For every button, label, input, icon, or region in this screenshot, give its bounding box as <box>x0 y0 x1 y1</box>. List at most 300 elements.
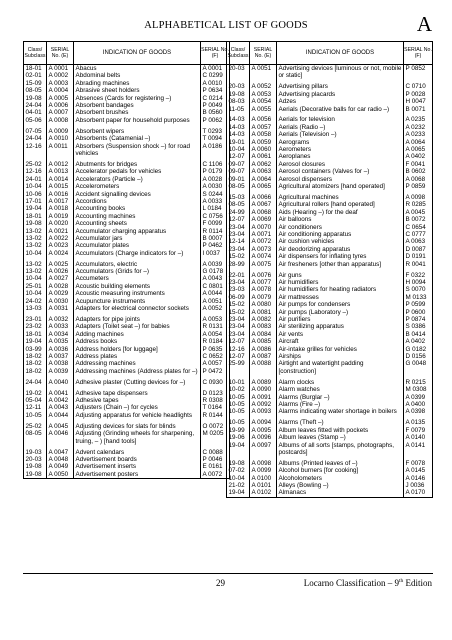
indication-cell: Accident signalling devices <box>74 191 201 198</box>
table-row <box>24 430 230 445</box>
serial-f-cell: C 0088 <box>201 445 230 456</box>
serial-f-cell: A 0064 <box>404 139 433 146</box>
class-cell: 23-04 <box>227 279 250 286</box>
class-cell: 10-04 <box>24 275 47 282</box>
class-cell: 23-04 <box>227 224 250 231</box>
serial-f-cell: P 0062 <box>201 117 230 124</box>
table-row <box>24 198 230 205</box>
indication-cell: Accumeters <box>74 275 201 282</box>
header-serial-e: SERIAL No. (E) <box>47 42 74 65</box>
serial-f-cell: L 0184 <box>201 205 230 212</box>
serial-e-cell: A 0087 <box>250 353 277 360</box>
serial-e-cell: A 0064 <box>250 176 277 183</box>
serial-e-cell: A 0086 <box>250 346 277 353</box>
table-row <box>227 489 433 497</box>
serial-f-cell: A 0398 <box>404 408 433 415</box>
serial-f-cell: A 0063 <box>404 238 433 245</box>
serial-f-cell: C 0756 <box>201 213 230 220</box>
indication-cell: Alleys (Bowling –) <box>277 482 404 489</box>
class-cell: 23-03 <box>227 286 250 293</box>
serial-f-cell: A 0057 <box>201 360 230 367</box>
indication-cell: Addressing machines (Address plates for –) <box>74 368 201 375</box>
serial-f-cell: F 0099 <box>201 220 230 227</box>
class-cell: 10-02 <box>227 386 250 393</box>
class-cell: 20-03 <box>227 80 250 91</box>
indication-cell: Aerosol dispensers <box>277 176 404 183</box>
serial-e-cell: A 0050 <box>47 471 74 479</box>
table-row <box>24 65 230 73</box>
serial-e-cell: A 0026 <box>47 268 74 275</box>
class-cell: 10-04 <box>24 250 47 257</box>
class-cell: 19-02 <box>24 386 47 397</box>
table-row <box>227 346 433 353</box>
serial-e-cell: A 0045 <box>47 419 74 430</box>
table-row <box>227 161 433 168</box>
indication-cell: Alarm watches <box>277 386 404 393</box>
serial-f-cell: R 0285 <box>404 201 433 208</box>
serial-f-cell: A 0402 <box>404 153 433 160</box>
indication-cell: Air deodorizing apparatus <box>277 246 404 253</box>
class-cell: 19-03 <box>24 445 47 456</box>
indication-cell: Airtight and watertight padding [construction] <box>277 360 404 375</box>
serial-f-cell: R 0215 <box>404 375 433 386</box>
serial-e-cell: A 0085 <box>250 338 277 345</box>
class-cell: 12-16 <box>227 346 250 353</box>
class-cell: 12-07 <box>227 338 250 345</box>
serial-f-cell: I 0037 <box>201 250 230 257</box>
class-cell: 21-02 <box>227 482 250 489</box>
serial-f-cell: P 0028 <box>404 91 433 98</box>
class-cell: 12-07 <box>227 353 250 360</box>
class-cell: 19-99 <box>227 427 250 434</box>
page-number: 29 <box>216 578 225 588</box>
table-row <box>24 250 230 257</box>
class-cell: 10-06 <box>24 191 47 198</box>
serial-f-cell: A 0232 <box>404 124 433 131</box>
indication-cell: Acoustic measuring instruments <box>74 290 201 297</box>
indication-cell: Adzes <box>277 98 404 105</box>
serial-f-cell: C 0710 <box>404 80 433 91</box>
indication-cell: Accounting machines <box>74 213 201 220</box>
serial-e-cell: A 0040 <box>47 375 74 386</box>
serial-e-cell: A 0052 <box>250 80 277 91</box>
indication-cell: Aerosol containers (Valves for –) <box>277 168 404 175</box>
class-cell: 23-04 <box>227 323 250 330</box>
header-indication: INDICATION OF GOODS <box>74 42 201 65</box>
serial-f-cell: P 0859 <box>404 183 433 190</box>
class-cell: 08-05 <box>24 430 47 445</box>
indication-cell: Alcoholometers <box>277 475 404 482</box>
indication-cell: Accumulators (Grids for –) <box>74 268 201 275</box>
serial-f-cell: P 0046 <box>201 456 230 463</box>
indication-cell: Advertising placards <box>277 91 404 98</box>
indication-cell: Aerials (Radio –) <box>277 124 404 131</box>
indication-cell: Absorbent paper for household purposes <box>74 117 201 124</box>
indication-cell: Accelerator pedals for vehicles <box>74 168 201 175</box>
class-cell: 08-05 <box>227 183 250 190</box>
serial-e-cell: A 0003 <box>47 80 74 87</box>
class-cell: 20-03 <box>24 456 47 463</box>
table-row <box>24 397 230 404</box>
indication-cell: Absences (Cards for registering –) <box>74 95 201 102</box>
indication-cell: Alarms (Theft –) <box>277 416 404 427</box>
class-cell: 13-02 <box>24 268 47 275</box>
table-row <box>227 353 433 360</box>
table-row <box>227 427 433 434</box>
serial-e-cell: A 0082 <box>250 316 277 323</box>
serial-e-cell: A 0022 <box>47 235 74 242</box>
table-row <box>24 205 230 212</box>
serial-e-cell: A 0005 <box>47 95 74 102</box>
serial-e-cell: A 0037 <box>47 353 74 360</box>
serial-e-cell: A 0051 <box>250 65 277 80</box>
indication-cell: Agricultural rollers [hand operated] <box>277 201 404 208</box>
class-cell: 23-04 <box>227 246 250 253</box>
indication-cell: Abdominal belts <box>74 72 201 79</box>
serial-e-cell: A 0095 <box>250 427 277 434</box>
serial-f-cell: A 0235 <box>404 113 433 124</box>
serial-e-cell: A 0089 <box>250 375 277 386</box>
serial-f-cell: E 0161 <box>201 463 230 470</box>
indication-cell: Adjusters (Chain –) for cycles <box>74 404 201 411</box>
indication-cell: Air-intake grilles for vehicles <box>277 346 404 353</box>
indication-cell: Air conditioning apparatus <box>277 231 404 238</box>
table-row <box>227 408 433 415</box>
class-cell: 24-01 <box>24 176 47 183</box>
indication-cell: Air fresheners [other than apparatus] <box>277 261 404 268</box>
serial-e-cell: A 0004 <box>47 87 74 94</box>
table-row <box>227 338 433 345</box>
serial-f-cell: R 0114 <box>201 228 230 235</box>
serial-e-cell: A 0020 <box>47 220 74 227</box>
serial-e-cell: A 0070 <box>250 224 277 231</box>
table-row <box>227 456 433 467</box>
indication-cell: Air balloons <box>277 216 404 223</box>
serial-e-cell: A 0042 <box>47 397 74 404</box>
indication-cell: Adapters for pipe joints <box>74 313 201 324</box>
table-row <box>24 283 230 290</box>
right-column <box>226 41 432 498</box>
serial-e-cell: A 0017 <box>47 198 74 205</box>
indication-cell: Accounting sheets <box>74 220 201 227</box>
serial-f-cell: A 0068 <box>404 176 433 183</box>
table-row <box>227 224 433 231</box>
edition-text: Locarno Classification – 9 <box>303 578 399 588</box>
serial-f-cell: T 0164 <box>201 404 230 411</box>
class-cell: 19-08 <box>24 463 47 470</box>
serial-e-cell: A 0072 <box>250 238 277 245</box>
serial-e-cell: A 0063 <box>250 168 277 175</box>
table-row <box>24 102 230 109</box>
serial-e-cell: A 0028 <box>47 283 74 290</box>
indication-cell: Adhesive tapes <box>74 397 201 404</box>
indication-cell: Alarms (Burglar –) <box>277 394 404 401</box>
class-cell: 12-07 <box>227 153 250 160</box>
indication-cell: Alarms indicating water shortage in boilers <box>277 408 404 415</box>
indication-cell: Accelerometers <box>74 183 201 190</box>
serial-f-cell: T 0094 <box>201 135 230 142</box>
table-row <box>227 331 433 338</box>
serial-e-cell: A 0084 <box>250 331 277 338</box>
serial-e-cell: A 0056 <box>250 113 277 124</box>
indication-cell: Aerials (Decorative balls for car radio –) <box>277 106 404 113</box>
serial-e-cell: A 0023 <box>47 242 74 249</box>
class-cell: 19-04 <box>227 442 250 457</box>
indication-cell: Adhesive tape dispensers <box>74 386 201 397</box>
class-cell: 02-01 <box>24 72 47 79</box>
table-row <box>24 87 230 94</box>
indication-cell: Accounting books <box>74 205 201 212</box>
table-row <box>24 386 230 397</box>
serial-f-cell: P 0634 <box>201 87 230 94</box>
serial-e-cell: A 0055 <box>250 106 277 113</box>
indication-cell: Advertisement inserts <box>74 463 201 470</box>
class-cell: 19-08 <box>24 220 47 227</box>
serial-e-cell: A 0091 <box>250 394 277 401</box>
class-cell: 19-06 <box>227 434 250 441</box>
table-row <box>24 290 230 297</box>
serial-e-cell: A 0036 <box>47 346 74 353</box>
serial-f-cell: P 0600 <box>404 309 433 316</box>
table-row <box>24 135 230 142</box>
edition-footer <box>304 578 432 588</box>
class-cell: 10-05 <box>227 416 250 427</box>
serial-e-cell: A 0041 <box>47 386 74 397</box>
table-row <box>227 153 433 160</box>
class-cell: 10-04 <box>227 475 250 482</box>
goods-table-right <box>226 41 433 498</box>
indication-cell: Acupuncture instruments <box>74 298 201 305</box>
serial-f-cell: P 0462 <box>201 242 230 249</box>
table-row <box>24 419 230 430</box>
indication-cell: Aerials for television <box>277 113 404 124</box>
serial-e-cell: A 0079 <box>250 294 277 301</box>
class-cell: 18-02 <box>24 360 47 367</box>
class-cell: 07-05 <box>24 124 47 135</box>
serial-f-cell: A 0098 <box>404 191 433 202</box>
indication-cell: Adding machines <box>74 331 201 338</box>
class-cell: 15-09 <box>24 80 47 87</box>
class-cell: 13-02 <box>24 228 47 235</box>
class-cell: 19-08 <box>24 471 47 479</box>
table-row <box>227 139 433 146</box>
indication-cell: Alarms (Fire –) <box>277 401 404 408</box>
class-cell: 19-04 <box>24 205 47 212</box>
indication-cell: Adapters (Toilet seat –) for babies <box>74 323 201 330</box>
serial-f-cell: A 0170 <box>404 489 433 497</box>
class-cell: 24-99 <box>227 209 250 216</box>
table-row <box>227 65 433 80</box>
serial-f-cell: M 0133 <box>404 294 433 301</box>
serial-e-cell: A 0092 <box>250 401 277 408</box>
serial-e-cell: A 0008 <box>47 117 74 124</box>
indication-cell: Air conditioners <box>277 224 404 231</box>
serial-f-cell: P 0049 <box>201 102 230 109</box>
class-cell: 12-16 <box>24 168 47 175</box>
class-cell: 18-01 <box>24 213 47 220</box>
serial-f-cell: A 0146 <box>404 475 433 482</box>
serial-e-cell: A 0078 <box>250 286 277 293</box>
table-row <box>24 242 230 249</box>
indication-cell: Air dispensers for inflating tyres <box>277 253 404 260</box>
class-cell: 25-02 <box>24 419 47 430</box>
table-row <box>227 316 433 323</box>
table-row <box>227 168 433 175</box>
table-row <box>227 268 433 279</box>
serial-f-cell: R 0144 <box>201 412 230 419</box>
class-cell: 23-02 <box>24 323 47 330</box>
table-row <box>24 368 230 375</box>
indication-cell: Alcohol burners [for cooking] <box>277 467 404 474</box>
table-row <box>24 375 230 386</box>
indication-cell: Aerosol closures <box>277 161 404 168</box>
serial-e-cell: A 0047 <box>47 445 74 456</box>
table-row <box>24 257 230 268</box>
class-cell: 12-07 <box>227 216 250 223</box>
indication-cell: Abutments for bridges <box>74 157 201 168</box>
table-row <box>24 80 230 87</box>
table-row <box>24 323 230 330</box>
serial-f-cell: M 0205 <box>201 430 230 445</box>
serial-f-cell: F 0322 <box>404 268 433 279</box>
class-cell: 15-03 <box>227 191 250 202</box>
serial-f-cell: A 0145 <box>404 467 433 474</box>
serial-f-cell: A 0028 <box>201 176 230 183</box>
serial-e-cell: A 0081 <box>250 309 277 316</box>
table-row <box>24 353 230 360</box>
table-row <box>24 109 230 116</box>
indication-cell: Acoustic building elements <box>74 283 201 290</box>
serial-f-cell: C 0777 <box>404 231 433 238</box>
table-row <box>227 216 433 223</box>
serial-f-cell: G 0048 <box>404 360 433 375</box>
class-cell: 04-01 <box>24 109 47 116</box>
indication-cell: Adjusting (Grinding wheels for sharpening, truing, – ) [hand tools] <box>74 430 201 445</box>
serial-e-cell: A 0096 <box>250 434 277 441</box>
table-row <box>227 401 433 408</box>
serial-e-cell: A 0016 <box>47 191 74 198</box>
serial-f-cell: F 0079 <box>404 427 433 434</box>
table-row <box>227 146 433 153</box>
table-row <box>227 191 433 202</box>
serial-f-cell: A 0399 <box>404 394 433 401</box>
serial-f-cell: P 0472 <box>201 368 230 375</box>
serial-f-cell: P 0635 <box>201 346 230 353</box>
goods-table-left <box>23 41 230 479</box>
serial-f-cell: D 0087 <box>404 246 433 253</box>
class-cell: 09-07 <box>227 161 250 168</box>
serial-f-cell: G 0182 <box>404 346 433 353</box>
serial-f-cell: A 0402 <box>404 338 433 345</box>
serial-f-cell: A 0141 <box>404 442 433 457</box>
table-row <box>24 235 230 242</box>
class-cell: 03-99 <box>24 346 47 353</box>
serial-f-cell: D 0156 <box>404 353 433 360</box>
serial-f-cell: C 0299 <box>201 72 230 79</box>
serial-f-cell: M 0308 <box>404 386 433 393</box>
serial-e-cell: A 0100 <box>250 475 277 482</box>
serial-e-cell: A 0007 <box>47 109 74 116</box>
class-cell: 08-05 <box>24 87 47 94</box>
class-cell: 25-02 <box>24 157 47 168</box>
indication-cell: Accordions <box>74 198 201 205</box>
table-row <box>24 463 230 470</box>
left-column <box>23 41 229 479</box>
indication-cell: Albums (Printed leaves of –) <box>277 456 404 467</box>
class-cell: 28-99 <box>227 261 250 268</box>
class-cell: 05-06 <box>24 117 47 124</box>
serial-f-cell: A 0072 <box>201 471 230 479</box>
serial-f-cell: B 0414 <box>404 331 433 338</box>
class-cell: 19-08 <box>227 91 250 98</box>
indication-cell: Air humidifiers for heating radiators <box>277 286 404 293</box>
serial-e-cell: A 0077 <box>250 279 277 286</box>
serial-e-cell: A 0029 <box>47 290 74 297</box>
serial-e-cell: A 0013 <box>47 168 74 175</box>
indication-cell: Absorbent bandages <box>74 102 201 109</box>
class-cell: 18-01 <box>24 65 47 73</box>
serial-e-cell: A 0043 <box>47 404 74 411</box>
serial-e-cell: A 0010 <box>47 135 74 142</box>
serial-f-cell: A 0051 <box>201 298 230 305</box>
serial-f-cell: C 0214 <box>201 95 230 102</box>
class-cell: 10-04 <box>227 146 250 153</box>
serial-f-cell: A 0052 <box>201 305 230 312</box>
serial-f-cell: H 0047 <box>404 98 433 105</box>
class-cell: 25-01 <box>24 283 47 290</box>
class-cell: 14-03 <box>227 131 250 138</box>
serial-f-cell: A 0135 <box>404 416 433 427</box>
serial-f-cell: G 0178 <box>201 268 230 275</box>
table-row <box>24 331 230 338</box>
serial-f-cell: S 0070 <box>404 286 433 293</box>
class-cell: 23-04 <box>227 331 250 338</box>
indication-cell: Absorbents (Catamenial –) <box>74 135 201 142</box>
indication-cell: Accumulator plates <box>74 242 201 249</box>
serial-f-cell: C 0654 <box>404 224 433 231</box>
class-cell: 06-09 <box>227 294 250 301</box>
serial-f-cell: A 0010 <box>201 80 230 87</box>
serial-e-cell: A 0021 <box>47 228 74 235</box>
serial-f-cell: A 0054 <box>201 331 230 338</box>
table-row <box>24 268 230 275</box>
serial-f-cell: F 0078 <box>404 456 433 467</box>
serial-e-cell: A 0031 <box>47 305 74 312</box>
table-row <box>24 445 230 456</box>
class-cell: 18-01 <box>24 331 47 338</box>
serial-f-cell: A 0186 <box>201 143 230 158</box>
table-row <box>227 80 433 91</box>
serial-e-cell: A 0001 <box>47 65 74 73</box>
serial-f-cell: P 0599 <box>404 301 433 308</box>
class-cell: 10-05 <box>24 412 47 419</box>
serial-e-cell: A 0068 <box>250 209 277 216</box>
serial-f-cell: A 0030 <box>201 183 230 190</box>
serial-e-cell: A 0011 <box>47 143 74 158</box>
indication-cell: Accumulators (Charge indicators for –) <box>74 250 201 257</box>
table-row <box>227 176 433 183</box>
class-cell: 23-01 <box>24 313 47 324</box>
indication-cell: Agricultural atomizers [hand operated] <box>277 183 404 190</box>
table-row <box>24 313 230 324</box>
serial-e-cell: A 0018 <box>47 205 74 212</box>
indication-cell: Aeroplanes <box>277 153 404 160</box>
class-cell: 19-04 <box>227 489 250 497</box>
indication-cell: Air pumps for condensers <box>277 301 404 308</box>
serial-e-cell: A 0054 <box>250 98 277 105</box>
class-cell: 24-04 <box>24 102 47 109</box>
indication-cell: Alarm clocks <box>277 375 404 386</box>
